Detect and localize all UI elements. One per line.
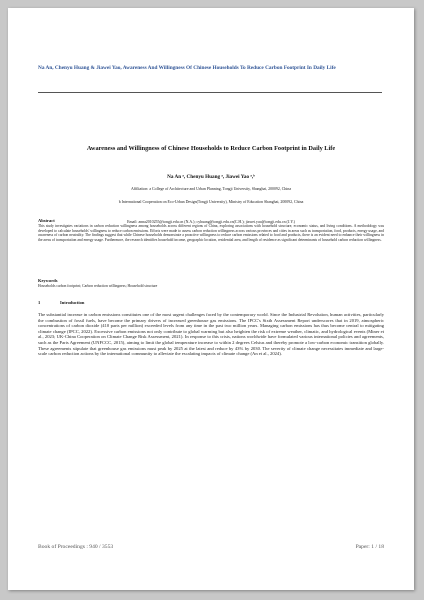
proceedings-page-counter: Book of Proceedings : 940 / 3553 (38, 544, 114, 550)
page-footer (38, 544, 384, 551)
author-list: Na An ᵃ, Chenyu Huang ᵃ, Jiawei Yao ᵃ,ᵇ (167, 174, 255, 180)
affiliation-a: Affiliation: a College of Architecture and Urban Planning, Tongji University, Shanghai, 200092, China (130, 187, 292, 191)
introduction-body (38, 312, 384, 357)
section-title: Introduction (60, 300, 85, 305)
abstract-text: This study investigates variations in carbon reduction willingness among households across different regions of China, exploring associations with household structure, economic status, and living conditions. A methodology was developed to calculate households' willingness to reduce carbon emissions. Efforts were made to assess carbon reduction willingness across various provinces and cities in areas such as transportation, food, products, energy usage, and awareness of carbon neutrality. The findings suggest that while Chinese households demonstrate a proactive willingness to reduce carbon emissions related to food and products, there is an evident need to enhance their willingness in the areas of transportation and energy usage. Furthermore, the research identifies household income, geographic location, residential area, and length of residence as significant determinants of household carbon reduction willingness. (38, 224, 384, 243)
paper-page (8, 8, 414, 590)
keywords-heading: Keywords (38, 278, 58, 283)
header-rule (38, 92, 382, 93)
abstract-heading: Abstract (38, 218, 55, 223)
paper-page-counter: Paper: 1 / 18 (355, 544, 384, 550)
introduction-paragraph: The substantial increase in carbon emissions constitutes one of the most urgent challenges faced by the contemporary world. Since the Industrial Revolution, human activities, particularly the combustion of fossil fuels, have become the primary drivers of increased greenhouse gas emissions. The IPCC's Sixth Assessment Report underscores that in 2019, atmospheric concentrations of carbon dioxide (410 parts per million) exceeded levels from any time in the past two million years. Managing carbon emissions has thus become central to mitigating climate change (IPCC, 2022). Excessive carbon emissions not only contribute to global warming but also heighten the risk of extreme weather, climatic, and hydrological events (Miner et al., 2023; UK-China Cooperation on Climate Change Risk Assessment, 2021). In response to this crisis, nations worldwide have formulated various international policies and agreements, such as the Paris Agreement (UNFCCC, 2015), aiming to limit the global temperature increase to within 2 degrees Celsius and thereby promote a low-carbon economic transition globally. These agreements stipulate that greenhouse gas emissions must peak by 2025 at the latest and reduce by 43% by 2030. The severity of climate change necessitates immediate and large-scale carbon reduction actions by the international community to alleviate the escalating impacts of climate change (An et al., 2024). (38, 312, 384, 357)
section-number: 1 (38, 300, 41, 305)
paper-title: Awareness and Willingness of Chinese Households to Reduce Carbon Footprint in Daily Life (86, 145, 336, 152)
affiliation-b: b International Cooperation on Eco-Urban Design(Tongji University), Ministry of Education Shanghai, 200092, China (118, 200, 304, 204)
running-head: Na An, Chenyu Huang & Jiawei Yao, Awareness And Willingness Of Chinese Households To Reduce Carbon Footprint In Daily Life (38, 65, 336, 71)
keywords-text: Households carbon footprint; Carbon reduction willingness; Household structure (38, 284, 158, 288)
introduction-heading (38, 300, 84, 306)
author-emails: Email: anna2010255@tongji.edu.cn (N.A.); cyhuang@tongji.edu.cn(C.H.); jiawei.yao@tongji.edu.cn (J.Y.) (127, 220, 295, 224)
